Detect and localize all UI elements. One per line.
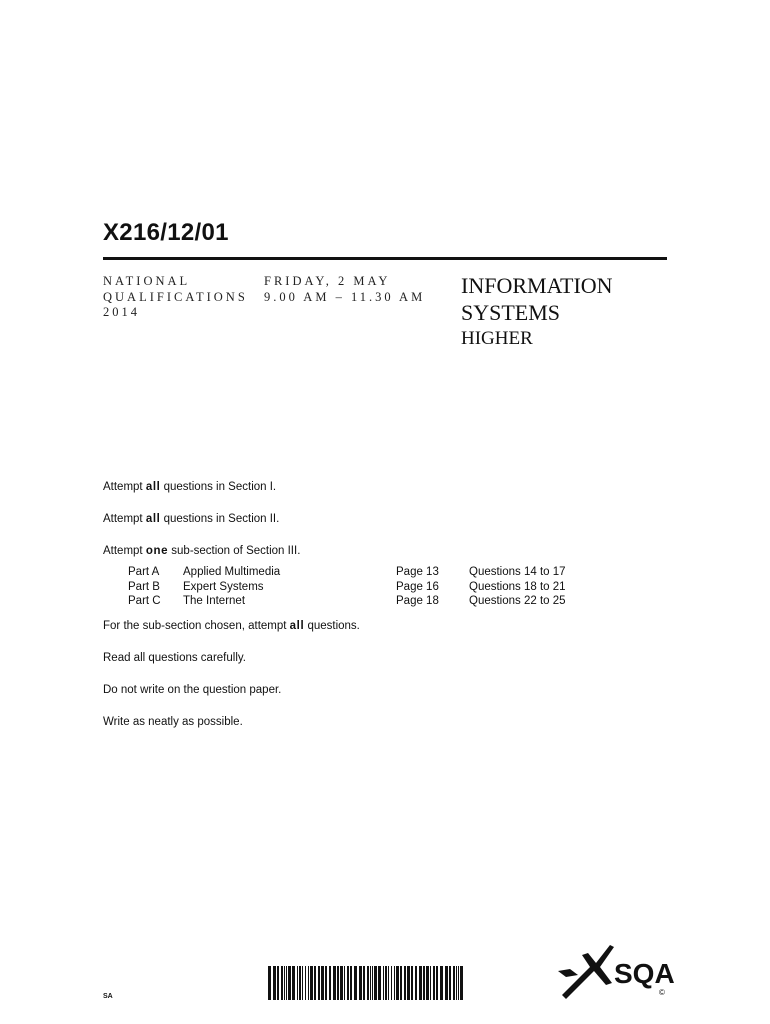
instruction-section-2: Attempt all questions in Section II.	[103, 513, 280, 525]
national-label: NATIONAL	[103, 274, 191, 288]
instruction-no-write: Do not write on the question paper.	[103, 684, 282, 696]
part-id: Part A	[128, 566, 160, 578]
copyright-mark: ©	[659, 988, 665, 997]
qualification-block	[103, 274, 248, 321]
subject-block	[461, 272, 613, 351]
barcode	[268, 966, 464, 1000]
part-title: Expert Systems	[183, 580, 264, 593]
part-questions: Questions 18 to 21	[469, 580, 566, 593]
part-questions: Questions 22 to 25	[469, 595, 566, 608]
date-block	[264, 274, 425, 305]
part-id: Part B	[128, 580, 160, 593]
instruction-read: Read all questions carefully.	[103, 652, 246, 664]
sqa-saltire-icon	[558, 945, 614, 999]
exam-date: FRIDAY, 2 MAY	[264, 274, 391, 288]
part-id: Part C	[128, 595, 161, 608]
instruction-section-3: Attempt one sub-section of Section III.	[103, 545, 301, 557]
part-title: Applied Multimedia	[183, 566, 281, 578]
instruction-subsection: For the sub-section chosen, attempt all questions.	[103, 620, 360, 632]
footer-sa-mark: SA	[103, 993, 113, 1000]
part-title: The Internet	[183, 595, 246, 608]
qualifications-label: QUALIFICATIONS	[103, 289, 248, 304]
header-rule	[103, 257, 667, 260]
subject-line-1: INFORMATION	[461, 273, 613, 298]
part-questions: Questions 14 to 17	[469, 566, 566, 578]
part-page: Page 16	[396, 580, 439, 593]
paper-code: X216/12/01	[103, 219, 229, 246]
exam-time: 9.00 AM – 11.30 AM	[264, 289, 426, 304]
part-page: Page 18	[396, 595, 439, 608]
level-label: HIGHER	[461, 328, 533, 349]
sqa-logo	[556, 943, 675, 1001]
part-page: Page 13	[396, 566, 439, 578]
year-label: 2014	[103, 305, 140, 319]
sqa-logo-text: SQA	[614, 958, 675, 989]
instruction-neat: Write as neatly as possible.	[103, 716, 243, 728]
instruction-section-1: Attempt all questions in Section I.	[103, 481, 277, 493]
subject-line-2: SYSTEMS	[461, 300, 561, 325]
